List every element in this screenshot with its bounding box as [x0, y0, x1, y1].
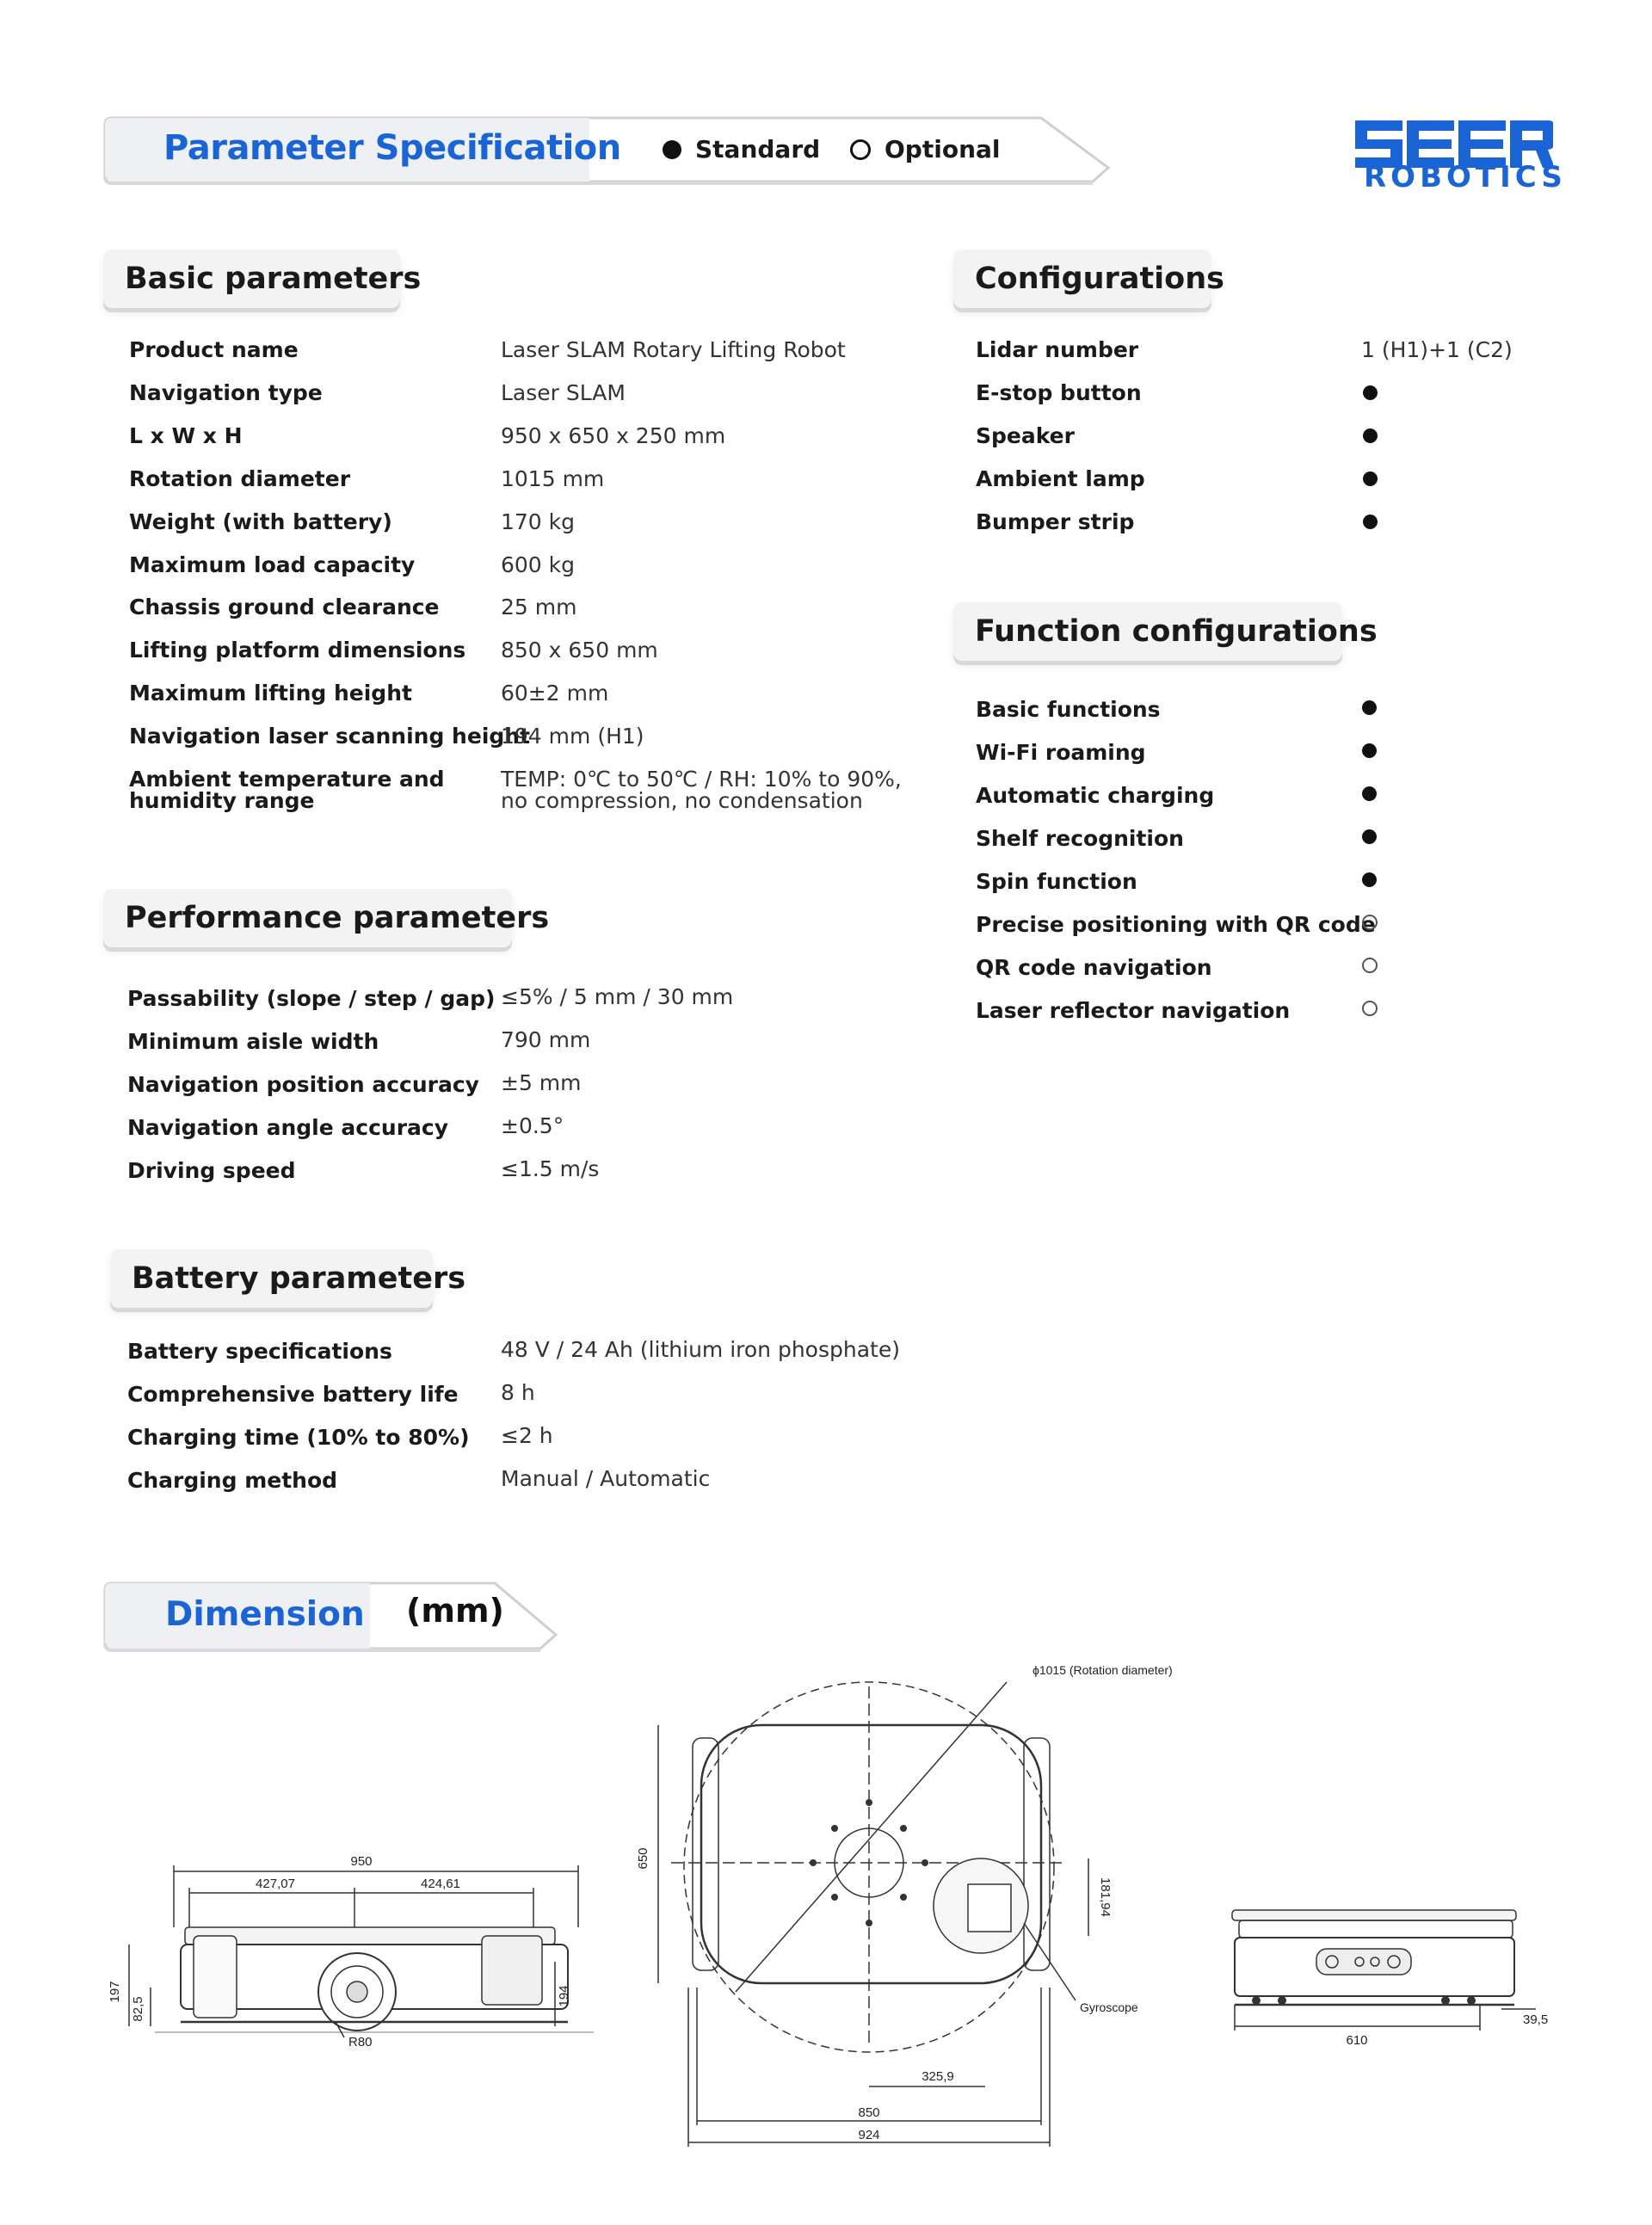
optional-circle-icon [1362, 958, 1378, 973]
battery-parameters-title: Battery parameters [110, 1249, 433, 1308]
standard-dot-icon [1362, 700, 1377, 715]
standard-dot-icon [663, 140, 681, 159]
battery-row-label: Charging time (10% to 80%) [127, 1425, 470, 1450]
dim-wheel-radius: R80 [348, 2035, 373, 2049]
basic-row-value: Laser SLAM [501, 380, 626, 405]
lidar-label: Lidar number [976, 337, 1139, 362]
logo-subtext: ROBOTICS [1364, 160, 1567, 194]
dim-laser-height: 194 [557, 1985, 571, 2007]
basic-row-value: 60±2 mm [501, 681, 609, 706]
standard-dot-icon [1362, 872, 1377, 887]
function-row-label: Basic functions [976, 697, 1161, 722]
dim-offset: 181,94 [1098, 1877, 1113, 1917]
battery-row-value: Manual / Automatic [501, 1466, 711, 1491]
battery-row-value: ≤2 h [501, 1423, 553, 1448]
basic-row-value: 25 mm [501, 595, 577, 619]
function-row-label: Shelf recognition [976, 826, 1184, 851]
basic-parameters-title: Basic parameters [103, 250, 400, 308]
front-view-drawing [1222, 1893, 1566, 2048]
basic-row-label: L x W x H [129, 423, 243, 448]
basic-row-label: Chassis ground clearance [129, 595, 440, 619]
legend-optional-label: Optional [885, 135, 1001, 163]
performance-row-value: ≤5% / 5 mm / 30 mm [501, 984, 734, 1009]
performance-row-label: Minimum aisle width [127, 1029, 379, 1054]
dim-inner-length: 850 [858, 2105, 880, 2120]
dimension-unit: (mm) [406, 1592, 504, 1630]
performance-parameters-title: Performance parameters [103, 889, 512, 947]
dim-width: 650 [636, 1847, 650, 1870]
function-row-label: Automatic charging [976, 783, 1215, 808]
performance-row-value: ±5 mm [501, 1070, 582, 1095]
ambient-label-line1: Ambient temperature and [129, 767, 445, 792]
standard-dot-icon [1363, 472, 1378, 486]
function-row-label: QR code navigation [976, 955, 1212, 980]
dim-front-length: 427,07 [256, 1877, 295, 1891]
basic-row-label: Navigation laser scanning height [129, 724, 531, 749]
standard-dot-icon [1362, 829, 1377, 844]
function-row-label: Laser reflector navigation [976, 998, 1291, 1023]
optional-circle-icon [1362, 1001, 1378, 1016]
dim-overall-length: 950 [350, 1854, 373, 1869]
basic-row-value: Laser SLAM Rotary Lifting Robot [501, 337, 846, 362]
performance-row-value: ±0.5° [501, 1113, 564, 1138]
configurations-title: Configurations [953, 250, 1211, 308]
function-row-label: Spin function [976, 869, 1137, 894]
ambient-value-line2: no compression, no condensation [501, 788, 863, 813]
function-row-label: Wi-Fi roaming [976, 740, 1146, 765]
dimension-banner [103, 1581, 559, 1650]
battery-row-value: 48 V / 24 Ah (lithium iron phosphate) [501, 1337, 900, 1362]
config-row-label: E-stop button [976, 380, 1142, 405]
gyroscope-label: Gyroscope [1080, 2000, 1138, 2014]
standard-dot-icon [1362, 743, 1377, 758]
dimension-title: Dimension [165, 1595, 365, 1634]
performance-row-label: Navigation angle accuracy [127, 1115, 449, 1140]
top-view-drawing [620, 1652, 1205, 2168]
basic-row-value: 600 kg [501, 552, 576, 577]
legend-standard [663, 135, 820, 163]
dim-clearance: 39,5 [1523, 2012, 1549, 2027]
legend-standard-label: Standard [695, 135, 821, 163]
performance-row-label: Passability (slope / step / gap) [127, 986, 496, 1011]
dim-front-width: 610 [1346, 2033, 1368, 2048]
basic-row-value: 950 x 650 x 250 mm [501, 423, 726, 448]
performance-row-value: ≤1.5 m/s [501, 1156, 600, 1181]
function-configurations-title: Function configurations [953, 602, 1342, 661]
performance-row-value: 790 mm [501, 1027, 591, 1052]
battery-row-label: Comprehensive battery life [127, 1382, 459, 1407]
optional-circle-icon [1362, 915, 1378, 930]
basic-row-label: Lifting platform dimensions [129, 638, 466, 663]
dim-total-height: 197 [108, 1981, 122, 2003]
basic-row-label: Maximum lifting height [129, 681, 412, 706]
standard-dot-icon [1363, 385, 1378, 400]
legend-optional [850, 135, 1001, 163]
config-row-label: Bumper strip [976, 509, 1135, 534]
performance-row-label: Driving speed [127, 1158, 296, 1183]
basic-row-value: 850 x 650 mm [501, 638, 658, 663]
performance-row-label: Navigation position accuracy [127, 1072, 479, 1097]
dim-outer-length: 924 [858, 2128, 880, 2142]
basic-row-value: 194 mm (H1) [501, 724, 644, 749]
basic-row-label: Weight (with battery) [129, 509, 392, 534]
config-row-label: Speaker [976, 423, 1075, 448]
dim-center-offset: 325,9 [922, 2069, 954, 2084]
optional-circle-icon [850, 139, 871, 160]
side-view-drawing [103, 1850, 594, 2056]
dim-low-height: 82,5 [131, 1996, 145, 2022]
standard-dot-icon [1362, 786, 1377, 801]
lidar-value: 1 (H1)+1 (C2) [1361, 337, 1513, 362]
battery-row-value: 8 h [501, 1380, 535, 1405]
basic-row-value: 170 kg [501, 509, 576, 534]
basic-row-label: Rotation diameter [129, 466, 351, 491]
basic-row-label: Navigation type [129, 380, 323, 405]
dim-rear-length: 424,61 [421, 1877, 460, 1891]
page-title: Parameter Specification [163, 128, 621, 168]
ambient-label-line2: humidity range [129, 788, 315, 813]
battery-row-label: Battery specifications [127, 1339, 392, 1364]
ambient-value-line1: TEMP: 0℃ to 50℃ / RH: 10% to 90%, [501, 767, 902, 792]
battery-row-label: Charging method [127, 1468, 338, 1493]
function-row-label: Precise positioning with QR code [976, 912, 1376, 937]
spec-header-banner [103, 116, 1110, 183]
config-row-label: Ambient lamp [976, 466, 1145, 491]
dim-rotation-diameter: ϕ1015 (Rotation diameter) [1032, 1663, 1173, 1677]
standard-dot-icon [1363, 515, 1378, 529]
standard-dot-icon [1363, 428, 1378, 443]
basic-row-label: Product name [129, 337, 299, 362]
basic-row-value: 1015 mm [501, 466, 605, 491]
basic-row-label: Maximum load capacity [129, 552, 416, 577]
